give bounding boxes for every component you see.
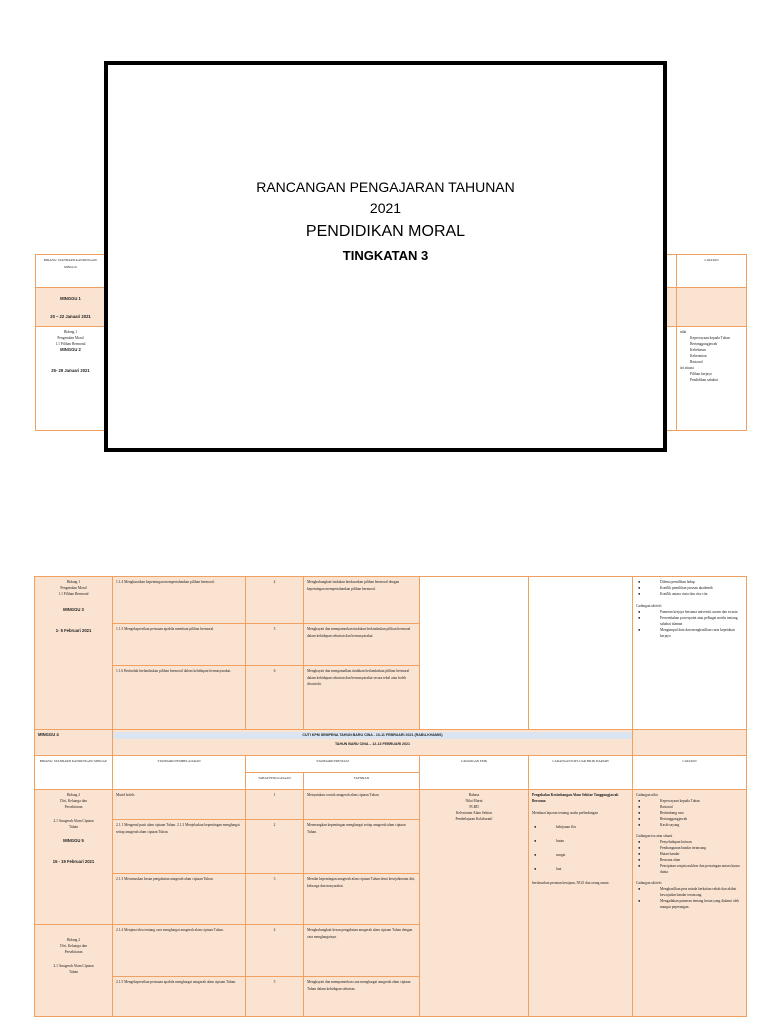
week3-label: MINGGU 3	[63, 607, 84, 612]
header-catatan: CATATAN	[633, 756, 747, 790]
tahap-penguasaan: 4	[246, 577, 304, 624]
week2-label: MINGGU 2	[60, 347, 81, 352]
week5-label: MINGGU 5	[63, 838, 84, 843]
rpt-table-page2: Bidang 1 Pengenalan Moral 1.1 Pilihan Bermoral MINGGU 3 1- 5 Februari 2021 1.1.4 Menghuraikan kepentingan mempertahankan pilihan bermoral. 4 Menghubungkait tindakan berdasarkan pilihan bermoral dengan kepentingan mempertahankan pilihan bermoral. ● Dilema pemilihan hidup ● Konflik pemilihan jurusan akademik ● Konflik antara cinta dan cita-cita Cadangan aktiviti ● Pameran kerjaya bersama universiti awam dan swasta ● Persembahan powerpoint atau pelbagai media tentang sahabat idaman ● Mengumpul data dan menghasilkan carta kepetahan kerjaya 1.1.5 Mengekspresikan perasaan apabila membuat pilihan bermoral. 5 Menghayati dan mempamerkan tindakan berlandaskan pilihan bermoral dalam kehidupan seharian dan bermasyarakat. 1.1.6 Bertindak berlandaskan pilihan bermoral dalam kehidupan bermasyarakat. 6 Menghayati dan mengamalkan tindakan berlandaskan pilihan bermoral dalam kehidupan seharian dan bermasyarakat secara tekal atau boleh dicontohi. MINGGU 4 CUTI KPM SEMPENA TAHUN BARU CINA - 10-11 FEBRUARI 2021 (RABU-KHAMIS) TAHUN BARU CINA – 12-13 FEBRUARI 2021 BIDANG/ STANDARD KANDUNGAN/ MINGGU STANDARD PEMBELAJARAN STANDARD PRESTASI CADANGAN EMK CADANGAN PdP LUAR BILIK DARJAH CATATAN TAHAP PENGUASAAN TAFSIRAN Bidang 2 Diri, Keluarga dan Persekitaran 2.1 Anugerah Alam Ciptaan Tuhan MINGGU 5 15 - 19 Februari 2021 Murid boleh: 1 Menyatakan contoh anugerah alam ciptaan Tuhan. Bahasa Nilai Murni PLBD Kelestarian Alam Sekitar Pembelajaran Kolaboratif Pengekalan Kesimbangan Alam Sekitar Tanggungjawab Bersama Membuat laporan tentang usaha perlindungan ● kehijauan flor ● hutan ● sungai ● laut berdasarkan peranan kerajaan, NGO dan orang ramai. Cadangan nilai ● Kepercayaan kepada Tuhan ● Rasional ● Bertimbang rasa ● Bertanggungjawab ● Kasih sayang Cadangan isu atau situasi ● Penyeludupan haiwan ● Pembangunan bandar terancang ● Hutan bandar ● Bencana alam ● Penciptaan senjata nuklear dan persaingan antara kuasa dunia Cadangan aktiviti ● Menghasilkan peta minda berkaitan sebab dan akibat kewujudan bandar terancang. ● Mengadakan pameran tentang kesan yang dialami oleh mangsa peperangan. 2.1.1 Mengenal pasti alam ciptaan Tuhan. 2.1.2 Menjelaskan kepentingan menghargai setiap anugerah alam ciptaan Tuhan. 2 Menerangkan kepentingan menghargai setiap anugerah alam ciptaan Tuhan. 2.1.3 Merumuskan kesan pengabaian anugerah alam ciptaan Tuhan. 3 Menilai kepentingan anugerah alam ciptaan Tuhan demi kesejahteraan diri, keluarga dan masyarakat. Bidang 2 Diri, Keluarga dan Persekitaran 2.1 Anugerah Alam Ciptaan Tuhan 2.1.4 Menjana idea tentang cara menghargai anugerah alam ciptaan Tuhan. 4 Menghubungkait kesan pengabaian anugerah alam ciptaan Tuhan dengan cara menghargainya. 2.1.5 Mengekspresikan perasaan apabila menghargai anugerah alam ciptaan Tuhan. 5 Menghayati dan mempamerkan cara menghargai anugerah alam ciptaan Tuhan dalam kehidupan seharian.	[34, 576, 747, 1017]
week3-bidang: Bidang 1 Pengenalan Moral 1.1 Pilihan Bermoral MINGGU 3 1- 5 Februari 2021	[35, 577, 113, 730]
week1-cell	[36, 288, 106, 327]
holiday-line1: CUTI KPM SEMPENA TAHUN BARU CINA - 10-11 FEBRUARI 2021 (RABU-KHAMIS)	[113, 732, 632, 739]
std-pembelajaran: 1.1.4 Menghuraikan kepentingan mempertahankan pilihan bermoral.	[113, 577, 246, 624]
header-bidang: BIDANG/ STANDARD KANDUNGAN/ MINGGU	[35, 756, 113, 790]
header-spr: STANDARD PRESTASI	[246, 756, 420, 773]
header-sp: STANDARD PEMBELAJARAN	[113, 756, 246, 790]
week2-catatan: nilai Kepercayaan kepada Tuhan Bertanggungjawab Kebebasan Keberanian Rasional ini situasi Pilihan kerjaya Pendidikan sahabat	[677, 327, 747, 431]
holiday-line2: TAHUN BARU CINA – 12-13 FEBRUARI 2021	[334, 741, 411, 746]
cover-title: RANCANGAN PENGAJARAN TAHUNAN	[256, 179, 515, 195]
week3-date: 1- 5 Februari 2021	[55, 627, 92, 633]
week4-label: MINGGU 4	[38, 732, 59, 737]
week3-catatan: ● Dilema pemilihan hidup ● Konflik pemilihan jurusan akademik ● Konflik antara cinta dan cita-cita Cadangan aktiviti ● Pameran kerjaya bersama universiti awam dan swasta ● Persembahan powerpoint atau pelbagai media tentang sahabat idaman ● Mengumpul data dan menghasilkan carta kepetahan kerjaya	[633, 577, 747, 730]
holiday-cell	[113, 730, 633, 756]
week5-catatan: Cadangan nilai ● Kepercayaan kepada Tuhan ● Rasional ● Bertimbang rasa ● Bertanggungjawab ● Kasih sayang Cadangan isu atau situasi ● Penyeludupan haiwan ● Pembangunan bandar terancang ● Hutan bandar ● Bencana alam ● Penciptaan senjata nuklear dan persaingan antara kuasa dunia Cadangan aktiviti ● Menghasilkan peta minda berkaitan sebab dan akibat kewujudan bandar terancang. ● Mengadakan pameran tentang kesan yang dialami oleh mangsa peperangan.	[633, 790, 747, 1017]
header-catatan: CATATAN	[677, 255, 747, 288]
cover-box	[104, 61, 667, 452]
cover-year: 2021	[369, 200, 402, 216]
cover-subject: PENDIDIKAN MORAL	[305, 223, 466, 240]
week2-date: 25- 29 Januari 2021	[51, 367, 90, 373]
week5-bidang: Bidang 2 Diri, Keluarga dan Persekitaran 2.1 Anugerah Alam Ciptaan Tuhan MINGGU 5 15 - 19 Februari 2021	[35, 790, 113, 925]
header-bidang: BIDANG/ STANDARD KANDUNGAN/ MINGGU	[36, 255, 106, 288]
week1-label: MINGGU 1	[60, 296, 81, 301]
week5-date: 15 - 19 Februari 2021	[52, 858, 95, 864]
header-tp: TAHAP PENGUASAAN	[246, 773, 304, 790]
week4-cell	[35, 730, 113, 756]
emk-cell: Bahasa Nilai Murni PLBD Kelestarian Alam Sekitar Pembelajaran Kolaboratif	[420, 790, 529, 1017]
week1-date: 20 – 22 Januari 2021	[50, 313, 91, 319]
header-pbd: CADANGAN PdP LUAR BILIK DARJAH	[529, 756, 633, 790]
cover-form: TINGKATAN 3	[342, 248, 429, 263]
week5b-bidang: Bidang 2 Diri, Keluarga dan Persekitaran 2.1 Anugerah Alam Ciptaan Tuhan	[35, 925, 113, 1017]
week2-cell: Bidang 1 Pengenalan Moral 1.1 Pilihan Bermoral MINGGU 2 25- 29 Januari 2021	[36, 327, 106, 431]
tafsiran: Menghubungkait tindakan berdasarkan pilihan bermoral dengan kepentingan mempertahankan pilihan bermoral.	[304, 577, 420, 624]
header-tafsiran: TAFSIRAN	[304, 773, 420, 790]
pbd-cell: Pengekalan Kesimbangan Alam Sekitar Tanggungjawab Bersama Membuat laporan tentang usaha perlindungan ● kehijauan flor ● hutan ● sungai ● laut berdasarkan peranan kerajaan, NGO dan orang ramai.	[529, 790, 633, 1017]
header-emk: CADANGAN EMK	[420, 756, 529, 790]
